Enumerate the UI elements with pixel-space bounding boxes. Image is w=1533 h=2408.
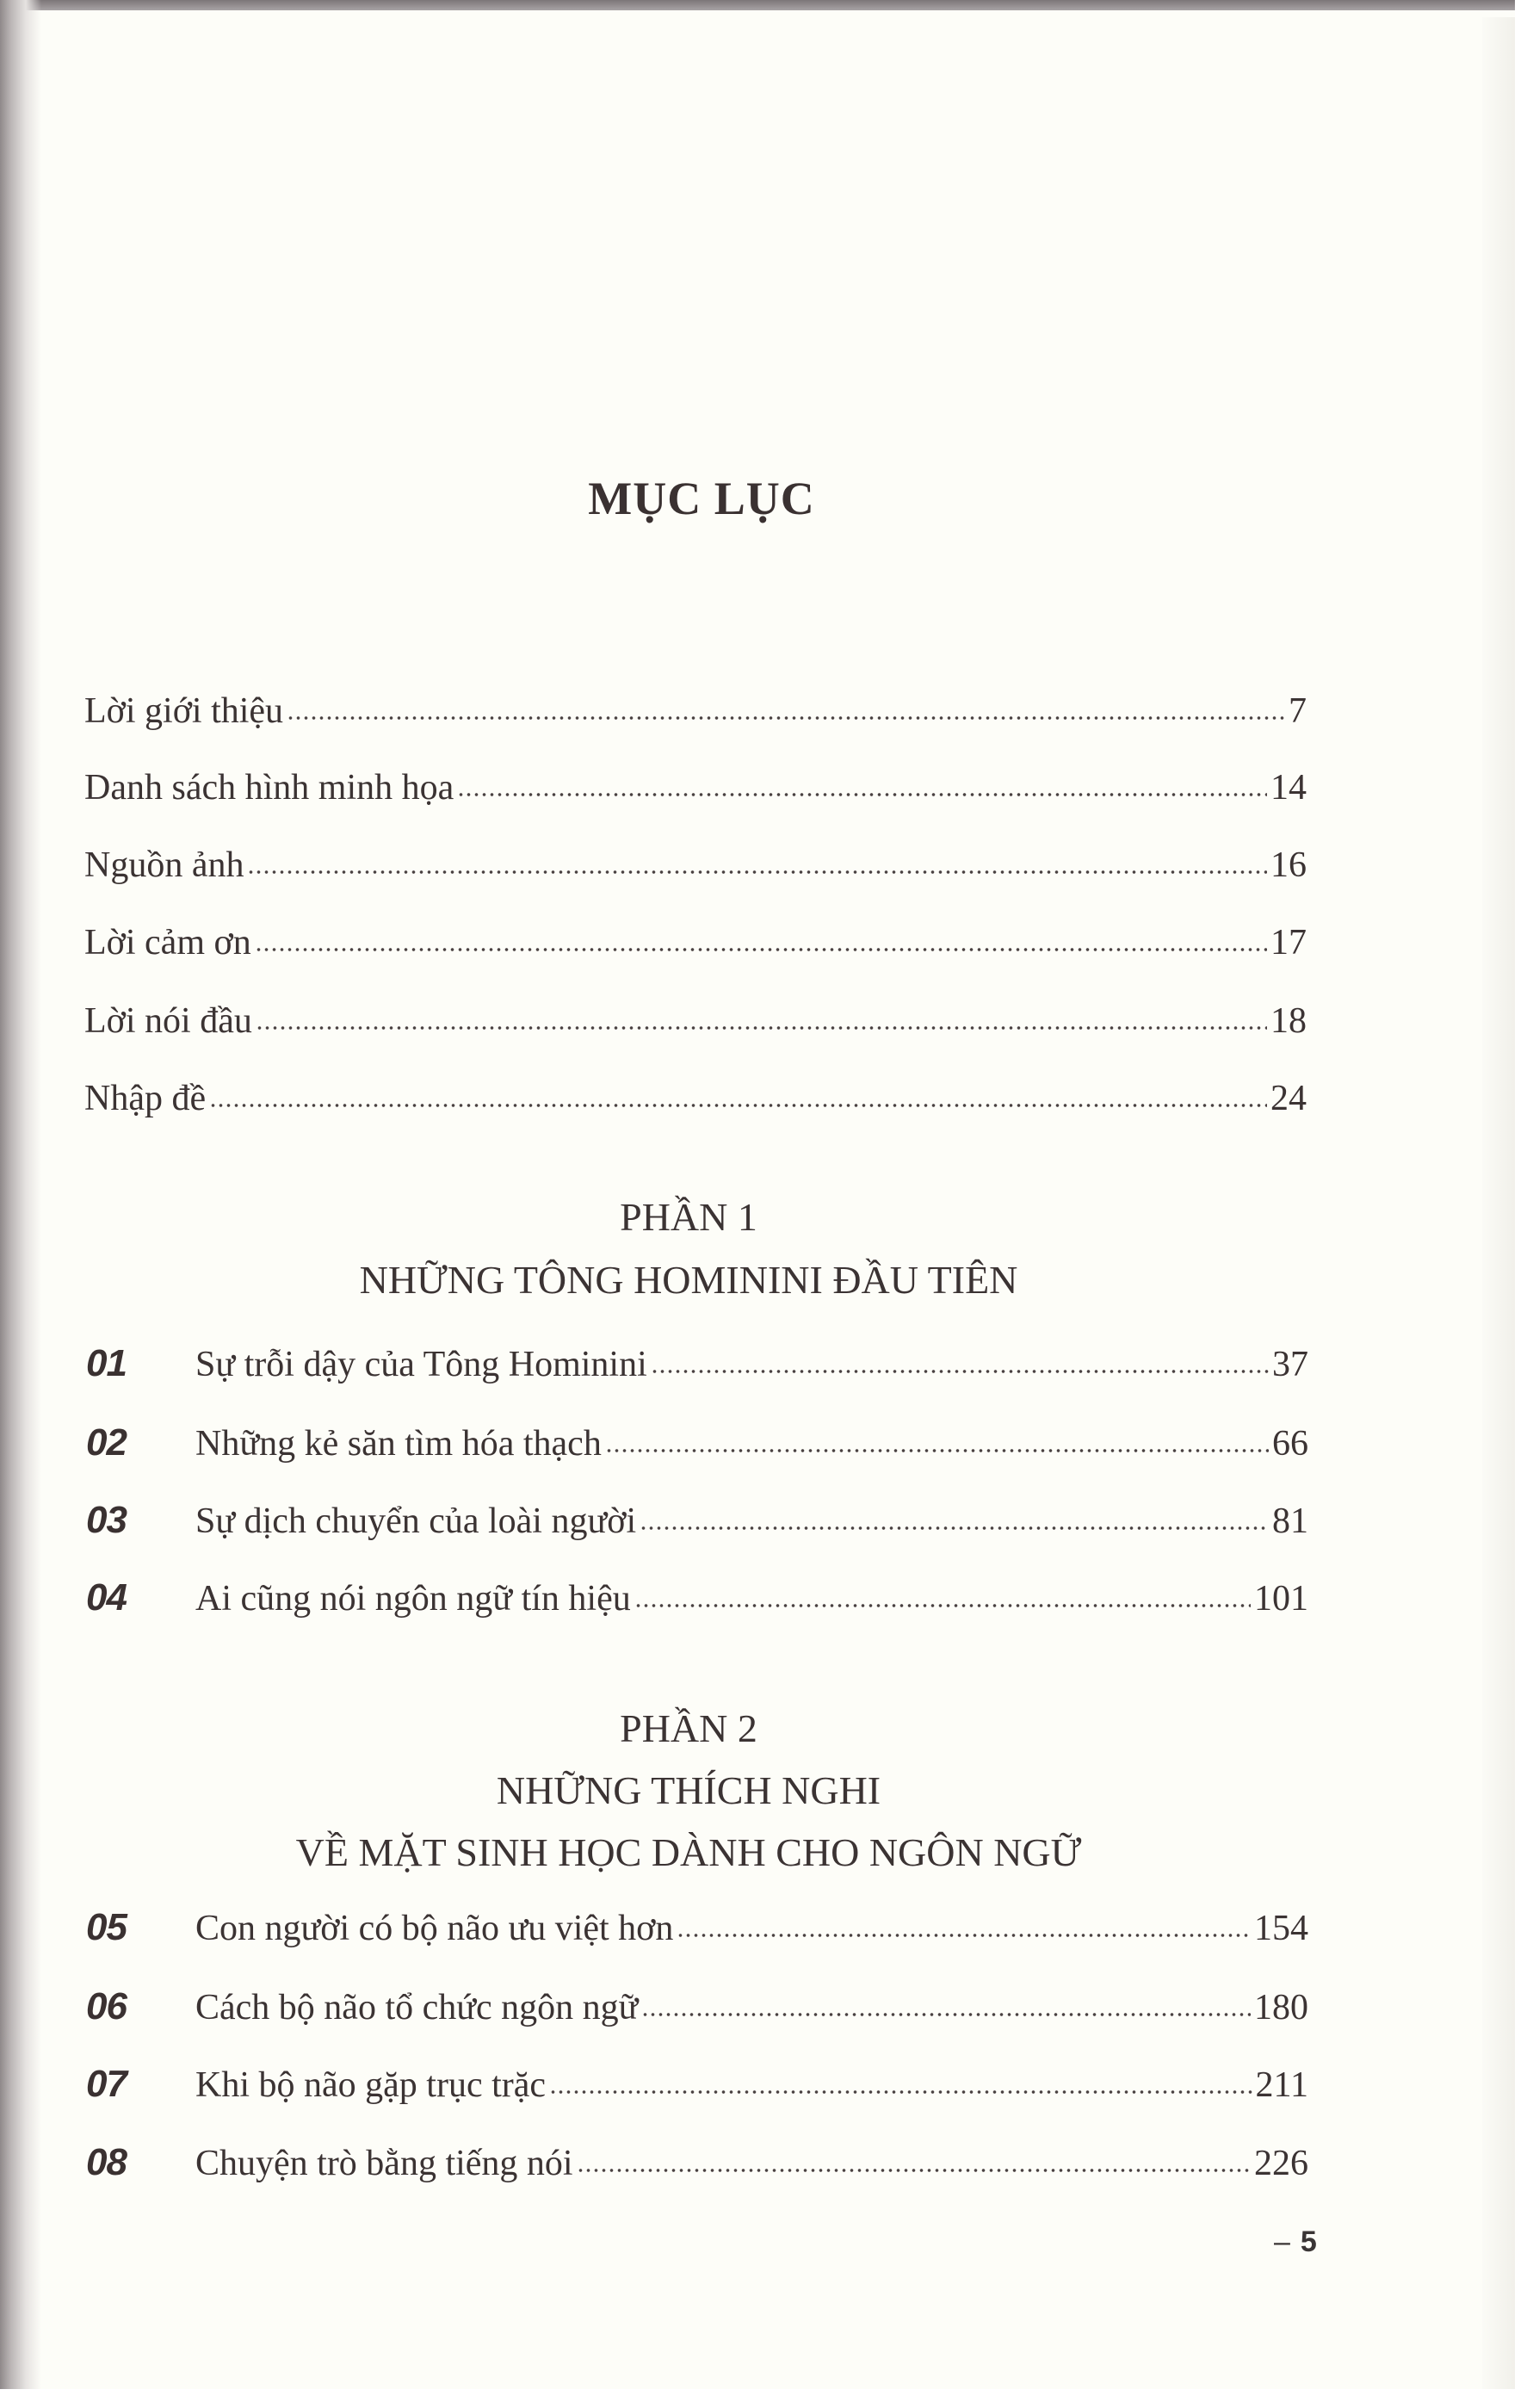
- chapter-number: 02: [86, 1421, 127, 1464]
- dot-leader: [255, 946, 1267, 953]
- dot-leader: [634, 1602, 1251, 1609]
- toc-entry-page: 14: [1270, 768, 1307, 808]
- page-title: MỤC LỤC: [588, 473, 815, 524]
- chapter-label: Những kẻ săn tìm hóa thạch: [195, 1424, 602, 1464]
- dot-leader: [457, 791, 1267, 798]
- page-right-edge: [1482, 17, 1515, 2389]
- toc-chapter[interactable]: [86, 1498, 1308, 1543]
- dot-leader: [640, 1525, 1269, 1532]
- chapter-label: Khi bộ não gặp trục trặc: [195, 2065, 547, 2105]
- toc-entry-label: Nhập đề: [84, 1079, 207, 1118]
- dot-leader: [651, 1368, 1269, 1375]
- chapter-number: 03: [86, 1499, 127, 1541]
- toc-entry-page: 17: [1270, 923, 1307, 963]
- dot-leader: [605, 1447, 1269, 1454]
- toc-entry[interactable]: [84, 999, 1307, 1043]
- chapter-label: Cách bộ não tổ chức ngôn ngữ: [195, 1988, 639, 2027]
- toc-entry-label: Lời cảm ơn: [84, 923, 251, 963]
- chapter-label: Sự trỗi dậy của Tông Hominini: [195, 1345, 647, 1384]
- toc-entry-label: Nguồn ảnh: [84, 845, 244, 885]
- dot-leader: [549, 2089, 1252, 2095]
- toc-chapter[interactable]: [86, 2062, 1308, 2107]
- chapter-page: 101: [1254, 1579, 1308, 1619]
- chapter-page: 211: [1255, 2065, 1308, 2105]
- dot-leader: [287, 715, 1285, 721]
- chapter-page: 226: [1254, 2144, 1308, 2183]
- part-title: NHỮNG THÍCH NGHI: [496, 1768, 881, 1812]
- toc-chapter[interactable]: [86, 1905, 1308, 1950]
- toc-entry[interactable]: [84, 689, 1307, 734]
- chapter-page: 180: [1254, 1988, 1308, 2027]
- folio-dash: –: [1274, 2225, 1290, 2258]
- chapter-label: Sự dịch chuyển của loài người: [195, 1501, 637, 1541]
- dot-leader: [641, 2011, 1251, 2018]
- chapter-page: 154: [1254, 1909, 1308, 1948]
- part-title: VỀ MẶT SINH HỌC DÀNH CHO NGÔN NGỮ: [295, 1830, 1082, 1874]
- chapter-number: 01: [86, 1342, 127, 1384]
- page-number: [1274, 2225, 1317, 2259]
- folio-number: 5: [1300, 2225, 1317, 2258]
- dot-leader: [209, 1102, 1267, 1109]
- chapter-number: 05: [86, 1906, 127, 1948]
- scan-top-edge: [0, 0, 1515, 10]
- dot-leader: [256, 1024, 1267, 1031]
- chapter-page: 81: [1272, 1501, 1308, 1541]
- chapter-label: Chuyện trò bằng tiếng nói: [195, 2144, 573, 2183]
- chapter-number: 04: [86, 1576, 127, 1619]
- toc-chapter[interactable]: [86, 1984, 1308, 2029]
- toc-chapter[interactable]: [86, 1421, 1308, 1465]
- toc-entry[interactable]: [84, 920, 1307, 965]
- toc-entry[interactable]: [84, 843, 1307, 888]
- chapter-number: 06: [86, 1985, 127, 2027]
- toc-entry-page: 7: [1289, 691, 1307, 731]
- toc-entry-label: Lời giới thiệu: [84, 691, 284, 731]
- part-heading: PHẦN 1: [620, 1195, 757, 1239]
- chapter-label: Ai cũng nói ngôn ngữ tín hiệu: [195, 1579, 631, 1619]
- toc-entry-page: 16: [1270, 845, 1307, 885]
- toc-chapter[interactable]: [86, 1575, 1308, 1620]
- chapter-number: 08: [86, 2141, 127, 2183]
- chapter-page: 66: [1272, 1424, 1308, 1464]
- toc-chapter[interactable]: [86, 1341, 1308, 1386]
- toc-entry[interactable]: [84, 765, 1307, 810]
- toc-entry[interactable]: [84, 1076, 1307, 1121]
- toc-entry-label: Danh sách hình minh họa: [84, 768, 454, 808]
- dot-leader: [577, 2167, 1251, 2174]
- toc-entry-page: 18: [1270, 1001, 1307, 1041]
- part-title: NHỮNG TÔNG HOMININI ĐẦU TIÊN: [359, 1258, 1018, 1302]
- dot-leader: [677, 1932, 1251, 1939]
- toc-chapter[interactable]: [86, 2140, 1308, 2185]
- toc-entry-page: 24: [1270, 1079, 1307, 1118]
- dot-leader: [247, 869, 1267, 876]
- chapter-page: 37: [1272, 1345, 1308, 1384]
- chapter-number: 07: [86, 2063, 127, 2105]
- toc-entry-label: Lời nói đầu: [84, 1001, 252, 1041]
- part-heading: PHẦN 2: [620, 1706, 757, 1750]
- chapter-label: Con người có bộ não ưu việt hơn: [195, 1909, 674, 1948]
